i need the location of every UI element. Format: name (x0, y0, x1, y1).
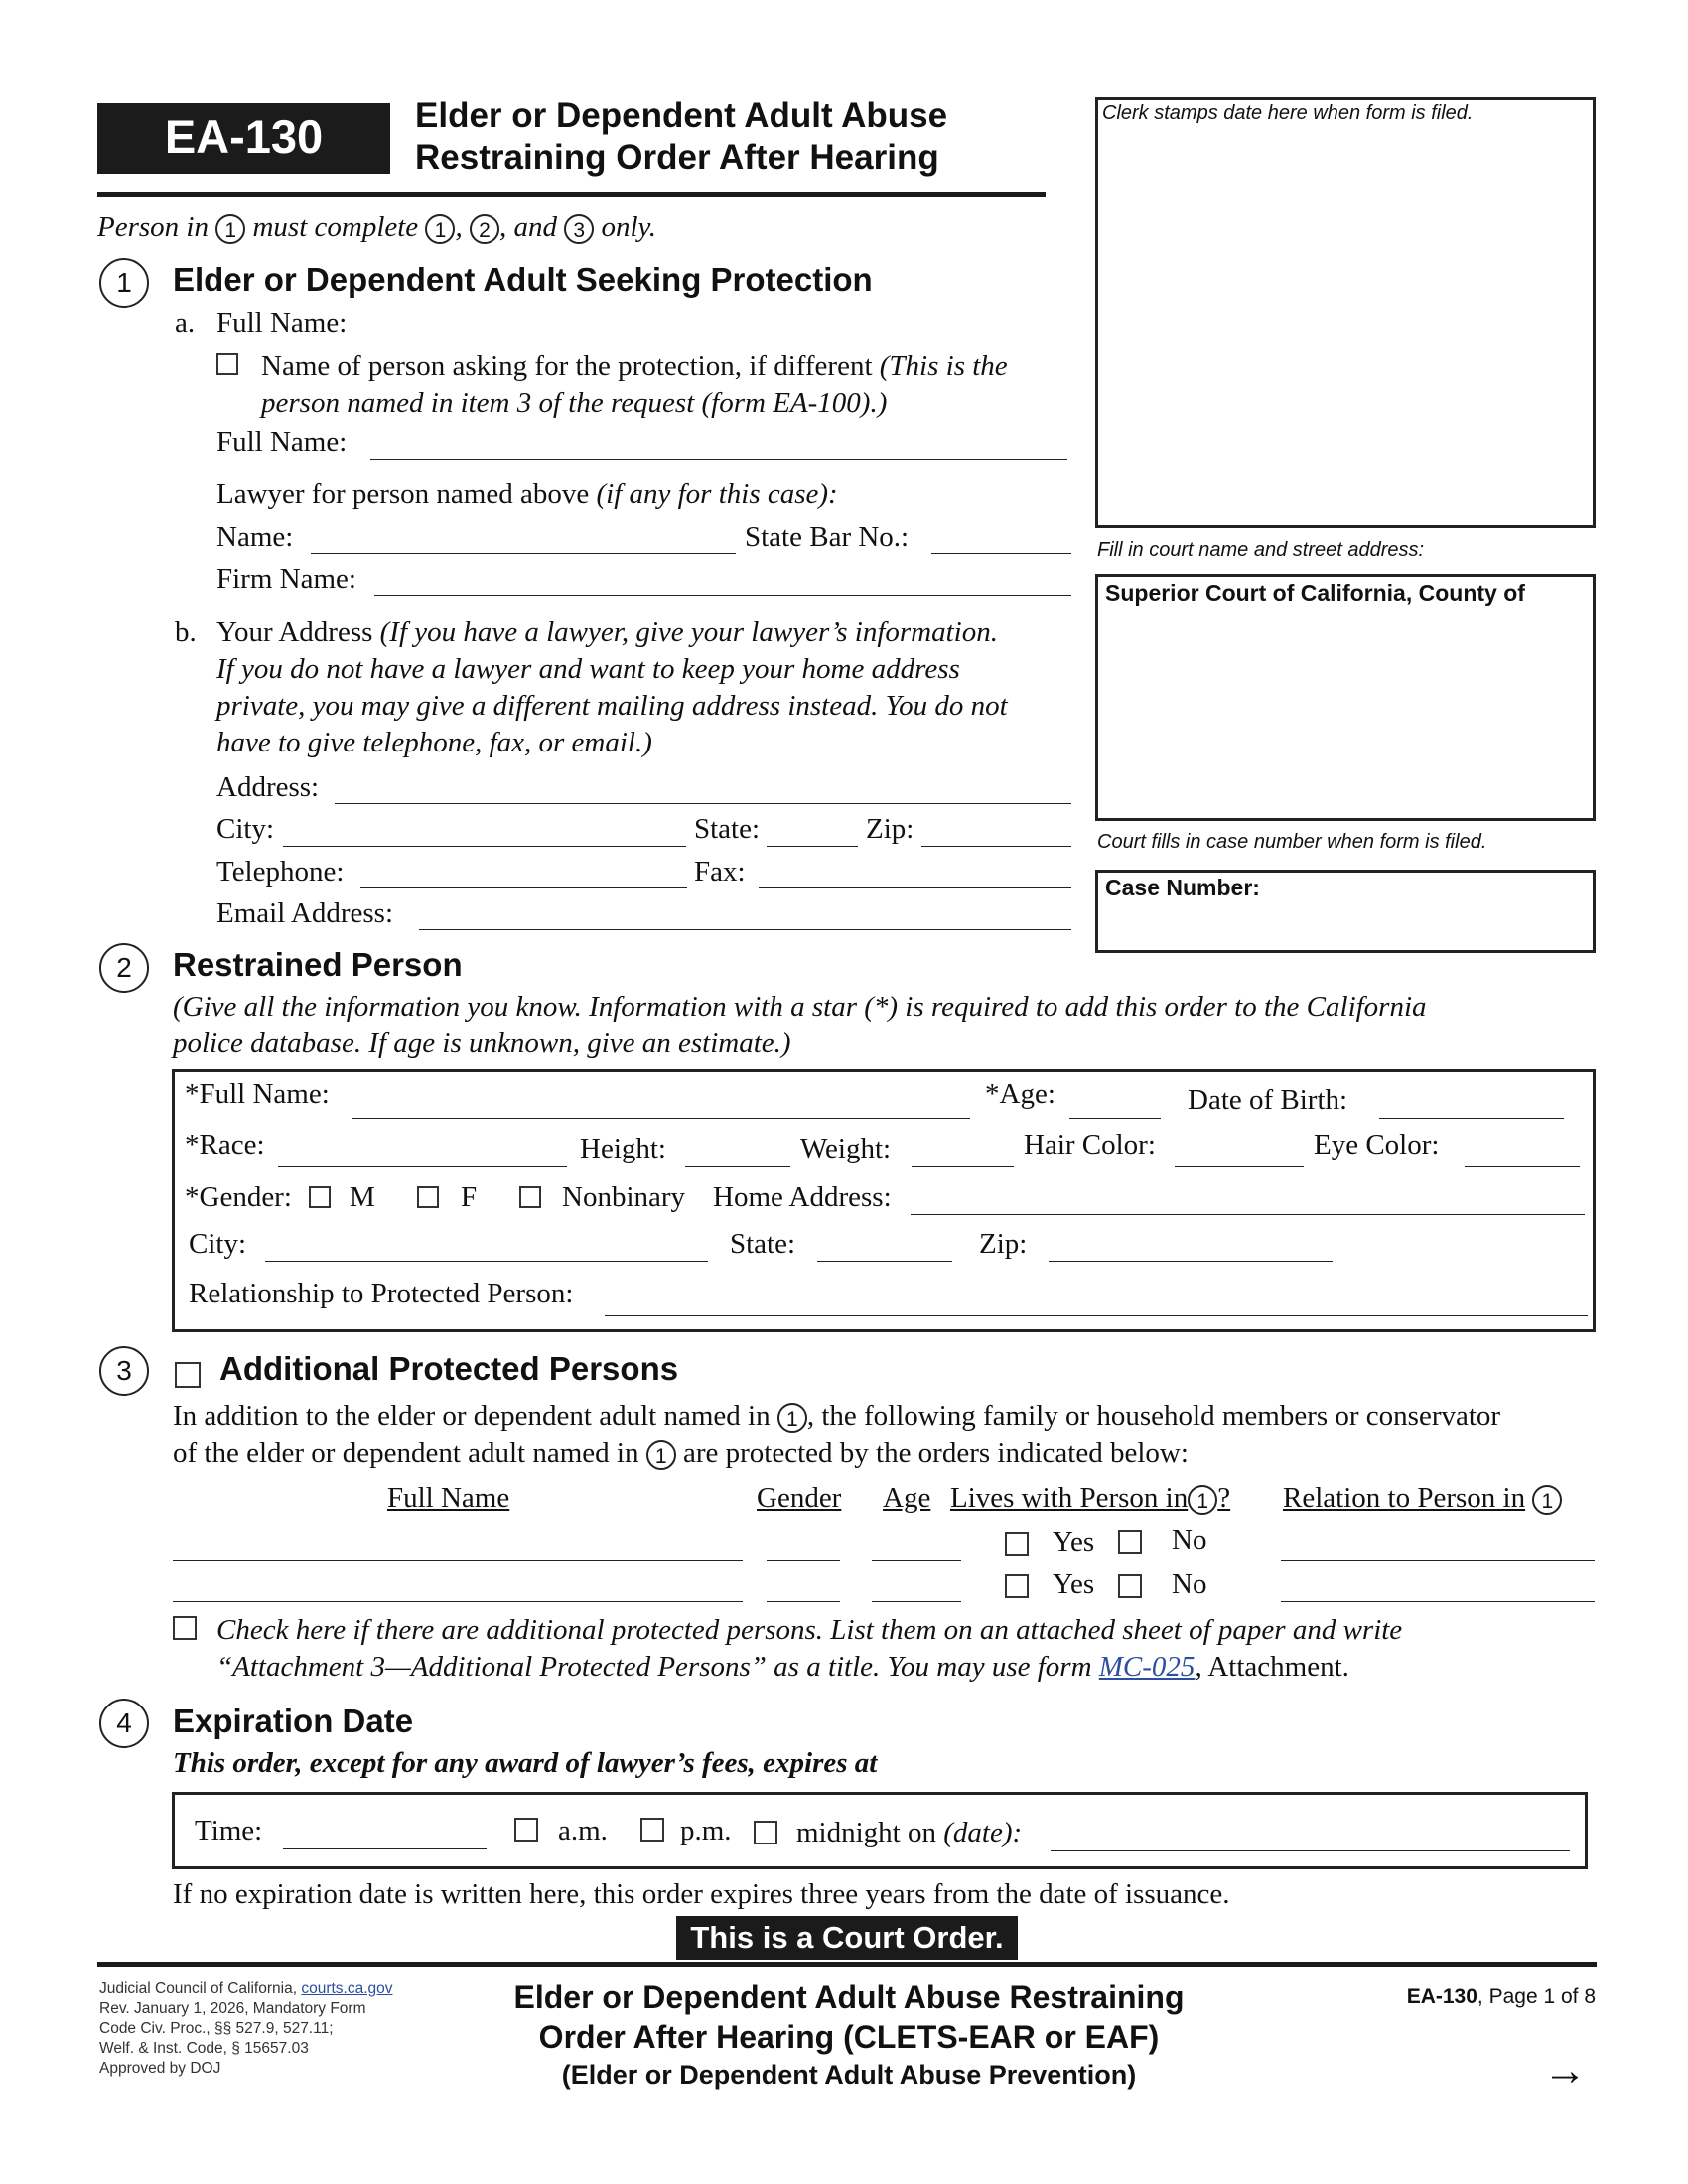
circle-1: 1 (1188, 1485, 1217, 1515)
rp-full-name-field[interactable] (352, 1118, 970, 1119)
address-label: Address: (216, 771, 320, 803)
court-name-box[interactable] (1095, 574, 1596, 821)
section-number-4: 4 (99, 1699, 149, 1748)
address-note-4: have to give telephone, fax, or email.) (216, 727, 652, 758)
section1-title: Elder or Dependent Adult Seeking Protection (173, 261, 873, 298)
footer-title (437, 1978, 1261, 2093)
courts-link[interactable]: courts.ca.gov (301, 1980, 393, 1997)
rp-gender-label: *Gender: (185, 1181, 292, 1213)
form-id-badge (97, 103, 390, 174)
attachment-note-1: Check here if there are additional protected persons. List them on an attached sheet of paper and write (216, 1614, 1403, 1646)
city-field[interactable] (283, 846, 686, 847)
section4-title: Expiration Date (173, 1703, 414, 1739)
item-a: a. (175, 307, 196, 339)
lawyer-name-field[interactable] (311, 553, 736, 554)
footer-title-2: Order After Hearing (CLETS-EAR or EAF) (538, 2019, 1160, 2055)
pp2-yes-checkbox[interactable] (1005, 1574, 1029, 1598)
pp1-no-checkbox[interactable] (1118, 1530, 1142, 1554)
clerk-stamp-box[interactable] (1095, 97, 1596, 528)
address-note-2: If you do not have a lawyer and want to keep your home address (216, 653, 960, 685)
pp1-no-label: No (1172, 1524, 1207, 1556)
gender-f-checkbox[interactable] (417, 1186, 439, 1208)
pp1-relation-field[interactable] (1281, 1560, 1595, 1561)
mc-025-link[interactable]: MC-025 (1098, 1651, 1196, 1683)
form-id: EA-130 (164, 110, 324, 163)
time-field[interactable] (283, 1848, 487, 1849)
rp-state-field[interactable] (817, 1261, 952, 1262)
pp1-gender-field[interactable] (767, 1560, 840, 1561)
footer-left: Judicial Council of California, courts.ca.gov Rev. January 1, 2026, Mandatory Form Code Civ. Proc., §§ 527.9, 527.11; Welf. & Inst. Code, § 15657.03 Approved by DOJ (99, 1980, 393, 2077)
rp-state-label: State: (730, 1228, 796, 1260)
header-rule (97, 192, 1046, 197)
col-relation: Relation to Person in 1 (1283, 1481, 1562, 1515)
pm-label: p.m. (680, 1815, 732, 1846)
time-label: Time: (195, 1815, 263, 1846)
pp1-age-field[interactable] (872, 1560, 961, 1561)
section-number-1: 1 (99, 258, 149, 308)
rp-relationship-field[interactable] (605, 1315, 1588, 1316)
address-note-3: private, you may give a different mailing address instead. You do not (216, 690, 1008, 722)
state-field[interactable] (767, 846, 858, 847)
section2-note-2: police database. If age is unknown, give an estimate.) (173, 1027, 791, 1059)
section2-title: Restrained Person (173, 946, 463, 983)
fax-field[interactable] (759, 887, 1071, 888)
fax-label: Fax: (694, 856, 746, 887)
rp-city-field[interactable] (265, 1261, 708, 1262)
rp-race-field[interactable] (278, 1166, 567, 1167)
rp-home-address-label: Home Address: (713, 1181, 892, 1213)
midnight-label: midnight on (date): (796, 1817, 1023, 1848)
court-fill-label: Fill in court name and street address: (1097, 539, 1425, 561)
email-field[interactable] (419, 929, 1071, 930)
your-address-label: Your Address (If you have a lawyer, give your lawyer’s information. (216, 616, 998, 648)
different-person-note: person named in item 3 of the request (form EA-100).) (261, 387, 888, 419)
instructions: Person in 1 must complete 1 , 2 , and 3 only. (97, 211, 657, 243)
case-number-label: Case Number: (1105, 875, 1260, 900)
rp-age-label: *Age: (985, 1078, 1055, 1110)
additional-persons-checkbox[interactable] (175, 1362, 201, 1388)
section3-intro-2: of the elder or dependent adult named in 1 are protected by the orders indicated below: (173, 1437, 1189, 1469)
am-label: a.m. (558, 1815, 608, 1846)
pm-checkbox[interactable] (640, 1818, 664, 1842)
footer-title-1: Elder or Dependent Adult Abuse Restraining (513, 1979, 1185, 2015)
rp-zip-field[interactable] (1049, 1261, 1333, 1262)
pp2-relation-field[interactable] (1281, 1601, 1595, 1602)
expiration-footnote: If no expiration date is written here, this order expires three years from the date of issuance. (173, 1878, 1230, 1910)
form-title-line2: Restraining Order After Hearing (415, 138, 939, 177)
col-lives-with: Lives with Person in 1 ? (950, 1482, 1231, 1514)
court-name: Superior Court of California, County of (1105, 580, 1525, 606)
pp1-name-field[interactable] (173, 1560, 743, 1561)
col-full-name: Full Name (387, 1482, 510, 1514)
am-checkbox[interactable] (514, 1818, 538, 1842)
rp-dob-field[interactable] (1379, 1118, 1564, 1119)
pp2-yes-label: Yes (1053, 1569, 1095, 1600)
gender-f-label: F (461, 1181, 478, 1213)
circle-1: 1 (1532, 1485, 1562, 1515)
circle-1: 1 (646, 1440, 676, 1470)
rp-weight-field[interactable] (912, 1166, 1014, 1167)
gender-m-checkbox[interactable] (309, 1186, 331, 1208)
section3-title: Additional Protected Persons (219, 1350, 679, 1387)
full-name2-field[interactable] (370, 459, 1067, 460)
gender-nonbinary-checkbox[interactable] (519, 1186, 541, 1208)
circle-1: 1 (215, 214, 245, 244)
zip-field[interactable] (921, 846, 1071, 847)
pp2-gender-field[interactable] (767, 1601, 840, 1602)
state-bar-field[interactable] (931, 553, 1071, 554)
col-age: Age (883, 1482, 931, 1514)
rp-height-label: Height: (580, 1133, 666, 1164)
rp-eye-field[interactable] (1465, 1166, 1580, 1167)
clerk-stamp-label: Clerk stamps date here when form is filed. (1102, 102, 1474, 124)
different-person-checkbox[interactable] (216, 353, 238, 375)
court-order-banner: This is a Court Order. (676, 1916, 1018, 1960)
footer-rule (97, 1962, 1597, 1967)
full-name2-label: Full Name: (216, 426, 348, 458)
section4-subtitle: This order, except for any award of lawyer’s fees, expires at (173, 1747, 878, 1779)
section-number-2: 2 (99, 943, 149, 993)
rp-city-label: City: (189, 1228, 247, 1260)
rp-relationship-label: Relationship to Protected Person: (189, 1278, 574, 1309)
rp-age-field[interactable] (1069, 1118, 1161, 1119)
rp-home-address-field[interactable] (911, 1214, 1585, 1215)
state-bar-label: State Bar No.: (745, 521, 910, 553)
footer-page: EA-130, Page 1 of 8 (1406, 1985, 1596, 2008)
rp-hair-label: Hair Color: (1024, 1129, 1156, 1160)
circle-1: 1 (425, 214, 455, 244)
address-field[interactable] (335, 803, 1071, 804)
pp1-yes-label: Yes (1053, 1526, 1095, 1558)
email-label: Email Address: (216, 897, 394, 929)
circle-1: 1 (777, 1403, 807, 1433)
rp-weight-label: Weight: (800, 1133, 892, 1164)
rp-eye-label: Eye Color: (1314, 1129, 1440, 1160)
pp2-age-field[interactable] (872, 1601, 961, 1602)
item-b: b. (175, 616, 197, 648)
gender-m-label: M (350, 1181, 375, 1213)
col-gender: Gender (757, 1482, 842, 1514)
rp-hair-field[interactable] (1175, 1166, 1304, 1167)
telephone-field[interactable] (360, 887, 687, 888)
pp2-no-label: No (1172, 1569, 1207, 1600)
additional-attachment-checkbox[interactable] (173, 1616, 197, 1640)
pp2-no-checkbox[interactable] (1118, 1574, 1142, 1598)
section3-intro-1: In addition to the elder or dependent adult named in 1 , the following family or household members or conservator (173, 1400, 1501, 1432)
footer-title-3: (Elder or Dependent Adult Abuse Prevention) (561, 2060, 1137, 2090)
pp1-yes-checkbox[interactable] (1005, 1532, 1029, 1556)
different-person-label: Name of person asking for the protection, if different (This is the (261, 350, 1008, 382)
midnight-checkbox[interactable] (754, 1821, 777, 1844)
next-page-arrow-icon[interactable]: → (1543, 2046, 1587, 2095)
lawyer-label: Lawyer for person named above (if any for this case): (216, 478, 838, 510)
rp-dob-label: Date of Birth: (1188, 1084, 1348, 1116)
firm-name-label: Firm Name: (216, 563, 356, 595)
firm-name-field[interactable] (374, 595, 1071, 596)
circle-2: 2 (470, 214, 499, 244)
attachment-note-2: “Attachment 3—Additional Protected Persons” as a title. You may use form MC-025, Attachment. (216, 1651, 1349, 1683)
section2-note-1: (Give all the information you know. Information with a star (*) is required to add this order to the California (173, 991, 1427, 1023)
telephone-label: Telephone: (216, 856, 345, 887)
pp2-name-field[interactable] (173, 1601, 743, 1602)
expiration-date-field[interactable] (1051, 1850, 1570, 1851)
case-fill-label: Court fills in case number when form is filed. (1097, 831, 1487, 853)
rp-race-label: *Race: (185, 1129, 265, 1160)
state-label: State: (694, 813, 761, 845)
rp-height-field[interactable] (685, 1166, 790, 1167)
section-number-3: 3 (99, 1346, 149, 1396)
circle-3: 3 (564, 214, 594, 244)
form-title-line1: Elder or Dependent Adult Abuse (415, 96, 948, 135)
zip-label: Zip: (866, 813, 914, 845)
case-number-box[interactable] (1095, 870, 1596, 953)
city-label: City: (216, 813, 275, 845)
rp-zip-label: Zip: (979, 1228, 1028, 1260)
lawyer-name-label: Name: (216, 521, 294, 553)
full-name-label: Full Name: (216, 307, 348, 339)
gender-nonbinary-label: Nonbinary (562, 1181, 686, 1213)
rp-full-name-label: *Full Name: (185, 1078, 330, 1110)
form-title (415, 95, 947, 179)
